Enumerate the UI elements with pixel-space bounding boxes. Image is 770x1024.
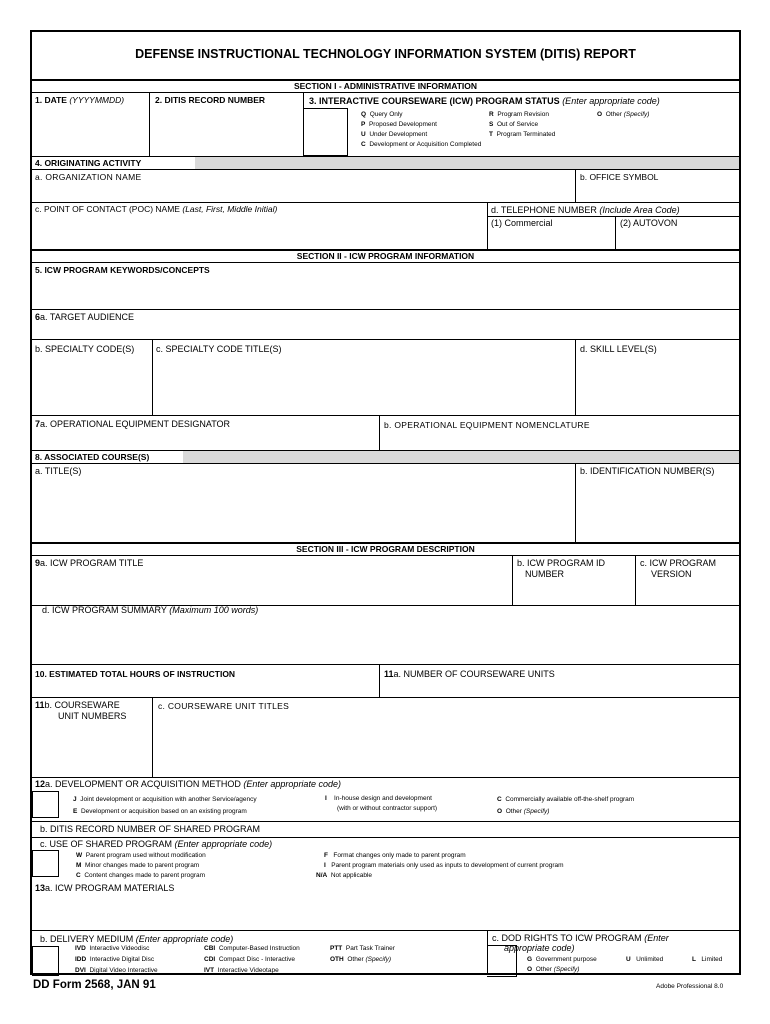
shared-program-use-hint: (Enter appropriate code) [174, 839, 273, 849]
delivery-medium-hint: (Enter appropriate code) [135, 934, 234, 944]
autovon-phone-label: (2) AUTOVON [620, 218, 678, 228]
shared-program-use-label: c. USE OF SHARED PROGRAM [40, 839, 173, 849]
originating-activity-label: 4. ORIGINATING ACTIVITY [35, 158, 142, 168]
delivery-medium-label: b. DELIVERY MEDIUM [40, 934, 134, 944]
program-title-input[interactable] [34, 571, 510, 603]
telephone-label: d. TELEPHONE NUMBER [491, 205, 597, 215]
shared-program-use-code-box[interactable] [32, 850, 59, 877]
date-input[interactable] [34, 108, 147, 153]
program-id-label: b. ICW PROGRAM ID [517, 558, 606, 568]
dod-rights-label: c. DOD RIGHTS TO ICW PROGRAM [492, 933, 642, 943]
development-method-label: a. DEVELOPMENT OR ACQUISITION METHOD [45, 779, 241, 789]
office-symbol-input[interactable] [577, 184, 737, 201]
target-audience-input[interactable] [34, 324, 737, 338]
equipment-nomenclature-label: b. OPERATIONAL EQUIPMENT NOMENCLATURE [384, 420, 590, 430]
development-method-code-box[interactable] [32, 791, 59, 818]
icw-status-code-box[interactable] [303, 108, 348, 156]
section-3-header: SECTION III - ICW PROGRAM DESCRIPTION [296, 544, 475, 554]
specialty-title-input[interactable] [154, 357, 573, 413]
equipment-designator-label: a. OPERATIONAL EQUIPMENT DESIGNATOR [40, 419, 231, 429]
autovon-phone-input[interactable] [617, 230, 737, 248]
equipment-nomenclature-input[interactable] [381, 432, 737, 448]
associated-courses-label: 8. ASSOCIATED COURSE(S) [35, 452, 150, 462]
ditis-report-form: DEFENSE INSTRUCTIONAL TECHNOLOGY INFORMATION SYSTEM (DITIS) REPORT SECTION I - ADMINISTRATIVE INFORMATION 1. DATE (YYYYMMDD) 2. DITIS RECORD NUMBER 3. INTERACTIVE COURSEWARE (ICW) PROGRAM STATUS (Enter appropriate code) Q Query Only P Proposed Development U Under Development C Development or Acquisition Completed R Program Revision S Out of Service T Program Terminated O Other (Specify) 4. ORIGINATING ACTIVITY a. ORGANIZATION NAME b. OFFICE SYMBOL c. POINT OF CONTACT (POC) NAME (Last, First, Middle Initial) d. TELEPHONE NUMBER (Include Area Code) (1) Commercial (2) AUTOVON SECTION II - ICW PROGRAM INFORMATION 5. ICW PROGRAM KEYWORDS/CONCEPTS 6a. TARGET AUDIENCE b. SPECIALTY CODE(S) c. SPECIALTY CODE TITLE(S) d. SKILL LEVEL(S) 7a. OPERATIONAL EQUIPMENT DESIGNATOR b. OPERATIONAL EQUIPMENT NOMENCLATURE 8. ASSOCIATED COURSE(S) a. TITLE(S) b. IDENTIFICATION NUMBER(S) SECTION III - ICW PROGRAM DESCRIPTION 9a. ICW PROGRAM TITLE b. ICW PROGRAM ID NUMBER c. ICW PROGRAM VERSION d. ICW PROGRAM SUMMARY (Maximum 100 words) 10. ESTIMATED TOTAL HOURS OF INSTRUCTION 11a. NUMBER OF COURSEWARE UNITS 11b. COURSEWARE UNIT NUMBERS c. COURSEWARE UNIT TITLES 12a. DEVELOPMENT OR ACQUISITION METHOD (Enter appropriate code) J Joint development or acquisition with another Service/agency E Development or acquisition based on an existing program I In-house design and development (with or without contractor support) C Commercially available off-the-shelf program O Other (Specify) b. DITIS RECORD NUMBER OF SHARED PROGRAM c. USE OF SHARED PROGRAM (Enter appropriate code) W Parent program used without modification M Minor changes made to parent program C Content changes made to parent program F Format changes only made to parent program I Parent program materials only used as inputs to development of current program N/A Not applicable 13a. ICW PROGRAM MATERIALS b. DELIVERY MEDIUM (Enter appropriate code) IVD Interactive Videodisc IDD Interactive Digital Disc DVI Digital Video Interactive CBI Computer-Based Instruction CDI Compact Disc - Interactive IVT Interactive Videotape PTT Part Task Trainer OTH Other (Specify) c. DOD RIGHTS TO ICW PROGRAM (Enter appropriate code) G Government purpose O Other (Specify) U Unlimited L Limited [30, 30, 741, 975]
specialty-code-label: b. SPECIALTY CODE(S) [35, 344, 135, 354]
ditis-record-number-input[interactable] [151, 108, 301, 153]
poc-name-label: c. POINT OF CONTACT (POC) NAME [35, 204, 180, 214]
dod-rights-code-box[interactable] [487, 945, 517, 977]
specialty-code-input[interactable] [34, 357, 150, 413]
course-id-numbers-input[interactable] [577, 479, 737, 539]
courseware-units-count-input[interactable] [381, 682, 737, 695]
commercial-phone-label: (1) Commercial [491, 218, 553, 228]
program-materials-label: a. ICW PROGRAM MATERIALS [45, 883, 175, 893]
courseware-units-count-label: a. NUMBER OF COURSEWARE UNITS [393, 669, 555, 679]
section-2-header: SECTION II - ICW PROGRAM INFORMATION [296, 251, 475, 261]
specialty-title-label: c. SPECIALTY CODE TITLE(S) [156, 344, 282, 354]
software-version: Adobe Professional 8.0 [656, 983, 724, 990]
estimated-hours-input[interactable] [34, 682, 377, 695]
date-label: 1. DATE [35, 95, 67, 105]
icw-status-hint: (Enter appropriate code) [562, 96, 660, 106]
program-summary-label: d. ICW PROGRAM SUMMARY [42, 605, 167, 615]
course-titles-label: a. TITLE(S) [35, 466, 82, 476]
commercial-phone-input[interactable] [489, 230, 613, 248]
program-version-label: c. ICW PROGRAM [640, 558, 716, 568]
course-titles-input[interactable] [34, 479, 573, 539]
program-materials-input[interactable] [34, 896, 737, 926]
program-summary-input[interactable] [34, 618, 737, 662]
shared-program-record-label: b. DITIS RECORD NUMBER OF SHARED PROGRAM [40, 824, 261, 834]
icw-status-label: 3. INTERACTIVE COURSEWARE (ICW) PROGRAM STATUS [309, 96, 560, 106]
skill-level-label: d. SKILL LEVEL(S) [580, 344, 657, 354]
form-title: DEFENSE INSTRUCTIONAL TECHNOLOGY INFORMATION SYSTEM (DITIS) REPORT [135, 47, 636, 61]
courseware-unit-titles-label: c. COURSEWARE UNIT TITLES [158, 701, 290, 711]
keywords-input[interactable] [34, 278, 737, 308]
form-number: DD Form 2568, JAN 91 [33, 979, 156, 991]
skill-level-input[interactable] [577, 357, 737, 413]
courseware-unit-titles-input[interactable] [154, 714, 737, 775]
office-symbol-label: b. OFFICE SYMBOL [580, 172, 659, 182]
equipment-designator-input[interactable] [34, 432, 377, 448]
ditis-record-number-label: 2. DITIS RECORD NUMBER [155, 95, 266, 105]
delivery-medium-code-box[interactable] [32, 946, 59, 976]
program-version-input[interactable] [637, 582, 737, 603]
keywords-label: 5. ICW PROGRAM KEYWORDS/CONCEPTS [35, 265, 210, 275]
organization-name-label: a. ORGANIZATION NAME [35, 172, 142, 182]
shared-program-record-input[interactable] [302, 823, 737, 835]
course-id-numbers-label: b. IDENTIFICATION NUMBER(S) [580, 466, 715, 476]
poc-name-input[interactable] [34, 218, 484, 248]
development-method-hint: (Enter appropriate code) [243, 779, 341, 789]
estimated-hours-label: 10. ESTIMATED TOTAL HOURS OF INSTRUCTION [35, 669, 236, 679]
poc-name-hint: (Last, First, Middle Initial) [182, 204, 278, 214]
program-summary-hint: (Maximum 100 words) [169, 605, 259, 615]
target-audience-label: a. TARGET AUDIENCE [40, 312, 135, 322]
program-id-input[interactable] [514, 582, 633, 603]
organization-name-input[interactable] [34, 184, 574, 201]
telephone-hint: (Include Area Code) [599, 205, 680, 215]
courseware-unit-numbers-input[interactable] [34, 724, 150, 775]
date-format-hint: (YYYYMMDD) [69, 95, 125, 105]
courseware-unit-numbers-label: b. COURSEWARE [44, 700, 120, 710]
section-1-header: SECTION I - ADMINISTRATIVE INFORMATION [293, 81, 478, 91]
program-title-label: a. ICW PROGRAM TITLE [40, 558, 144, 568]
